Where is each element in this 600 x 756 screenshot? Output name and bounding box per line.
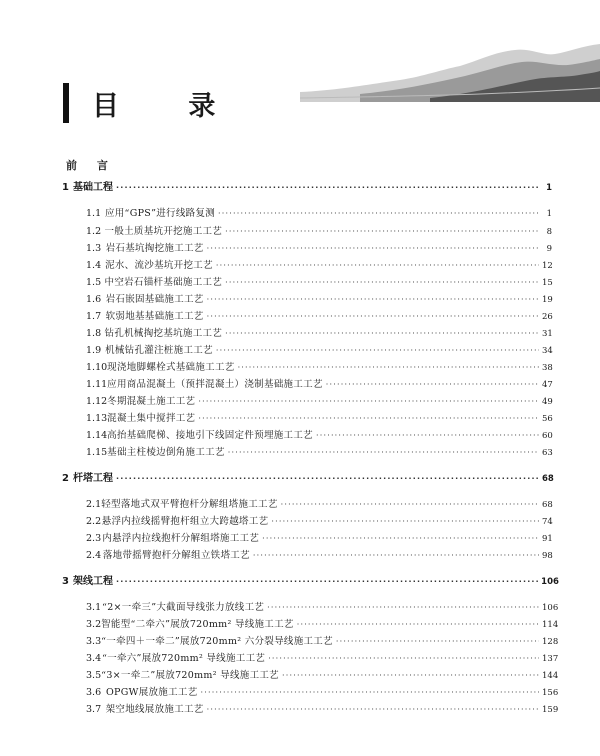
toc-section[interactable]: 3.7 架空地线展放施工工艺 ····· 159 — [86, 704, 552, 716]
toc-section[interactable]: 3.4 “一牵六”展放720mm² 导线施工工艺 ····· 137 — [86, 653, 552, 665]
toc-section[interactable]: 1.10 现浇地脚螺栓式基础施工工艺 ····· 38 — [86, 362, 552, 374]
toc-section[interactable]: 2.4 落地带摇臂抱杆分解组立铁塔工艺 ····· 98 — [86, 550, 552, 562]
toc-chapter[interactable]: 2 杆塔工程 ····· 68 — [62, 473, 552, 485]
toc-section[interactable]: 1.2 一般土质基坑开挖施工工艺 ····· 8 — [86, 226, 552, 238]
toc-section[interactable]: 3.6 OPGW展放施工工艺 ····· 156 — [86, 687, 552, 699]
toc-section[interactable]: 2.1 轻型落地式双平臂抱杆分解组塔施工工艺 ····· 68 — [86, 499, 552, 511]
toc-section[interactable]: 1.8 钻孔机械掏挖基坑施工工艺 ····· 31 — [86, 328, 552, 340]
toc-section[interactable]: 1.4 泥水、流沙基坑开挖工艺 ····· 12 — [86, 260, 552, 272]
title-accent-bar — [63, 83, 69, 123]
toc-section[interactable]: 1.5 中空岩石锚杆基础施工工艺 ····· 15 — [86, 277, 552, 289]
toc-section[interactable]: 1.12 冬期混凝土施工工艺 ····· 49 — [86, 396, 552, 408]
toc-section[interactable]: 3.1 “2×一牵三”大截面导线张力放线工艺 ····· 106 — [86, 602, 552, 614]
toc-chapter[interactable]: 3 架线工程 ····· 106 — [62, 576, 552, 588]
toc-section[interactable]: 3.3 “一牵四＋一牵二”展放720mm² 六分裂导线施工工艺 ····· 128 — [86, 636, 552, 648]
toc-section[interactable]: 1.14 高抬基础爬梯、接地引下线固定件预埋施工工艺 ····· 60 — [86, 430, 552, 442]
toc-section[interactable]: 2.3 内悬浮内拉线抱杆分解组塔施工工艺 ····· 91 — [86, 533, 552, 545]
toc-section[interactable]: 2.2 悬浮内拉线摇臂抱杆组立大跨越塔工艺 ····· 74 — [86, 516, 552, 528]
toc-section[interactable]: 1.9 机械钻孔灌注桩施工工艺 ····· 34 — [86, 345, 552, 357]
toc-section[interactable]: 3.5 “3×一牵二”展放720mm² 导线施工工艺 ····· 144 — [86, 670, 552, 682]
toc-section[interactable]: 1.6 岩石嵌固基础施工工艺 ····· 19 — [86, 294, 552, 306]
mountain-landscape-decoration — [300, 40, 600, 102]
toc-section[interactable]: 1.3 岩石基坑掏挖施工工艺 ····· 9 — [86, 243, 552, 255]
preface-entry[interactable]: 前 言 — [66, 159, 116, 172]
page-title: 目 录 — [92, 91, 246, 122]
toc-section[interactable]: 1.15 基础主柱棱边倒角施工工艺 ····· 63 — [86, 447, 552, 459]
toc-section[interactable]: 1.7 软弱地基基础施工工艺 ····· 26 — [86, 311, 552, 323]
toc-section[interactable]: 1.13 混凝土集中搅拌工艺 ····· 56 — [86, 413, 552, 425]
toc-section[interactable]: 3.2 智能型“二牵六”展放720mm² 导线施工工艺 ····· 114 — [86, 619, 552, 631]
toc-chapter[interactable]: 1 基础工程 ····· 1 — [62, 182, 552, 194]
toc-section[interactable]: 1.1 应用“GPS”进行线路复测 ····· 1 — [86, 208, 552, 220]
toc-section[interactable]: 1.11 应用商品混凝土（预拌混凝土）浇制基础施工工艺 ····· 47 — [86, 379, 552, 391]
